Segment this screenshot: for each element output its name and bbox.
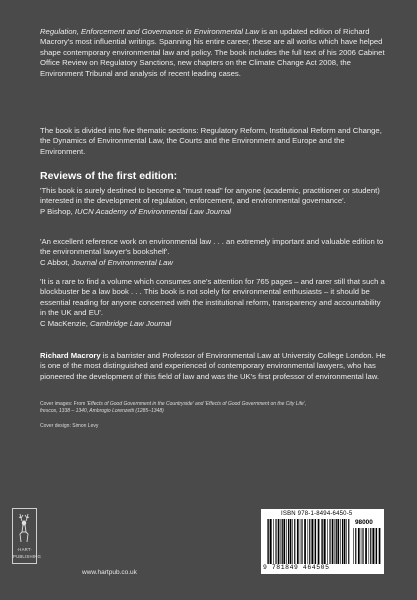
barcode-bar [288,519,289,564]
barcode-bar [282,519,283,564]
barcode-bar [309,519,310,564]
review-quote: 'This book is surely destined to become a "must read" for anyone (academic, practitioner or student) interested in the development of regulation, enforcement, and environmental governance'. [40,186,380,206]
barcode-bar [344,519,346,564]
barcode-bar [369,528,370,564]
barcode-bar [358,528,360,564]
barcode-bar [370,528,371,564]
addon-barcode-bars [353,528,383,564]
barcode-bar [286,519,287,564]
barcode-bar [376,528,377,564]
barcode-bar [314,519,315,564]
barcode-bar [290,519,292,564]
logo-word-top: ·HART· [16,547,33,552]
barcode-bar [372,528,374,564]
review-item [40,237,388,268]
barcode-bar [327,519,328,564]
logo-word-bottom: PUBLISHING [13,554,42,559]
barcode-bar [342,519,343,564]
barcode-bar [321,519,322,564]
barcode-bar [300,519,301,564]
barcode-bar [301,519,302,564]
review-quote: 'An excellent reference work on environmental law . . . an extremely important and valuable edition to the environmental lawyer's bookshelf'. [40,237,384,257]
review-source: Cambridge Law Journal [90,318,172,328]
reviews-heading: Reviews of the first edition: [40,170,178,182]
barcode-bar [346,519,347,564]
publisher-url: www.hartpub.co.uk [82,569,137,576]
book-title: Regulation, Enforcement and Governance in Environmental Law [40,27,260,36]
barcode-bar [337,519,339,564]
barcode-bar [278,519,280,564]
review-attribution [40,258,388,268]
barcode-bar [292,519,293,564]
cover-credit-prefix: Cover images: From [40,401,87,407]
barcode-bar [365,528,367,564]
barcode-bar [268,519,269,564]
barcode-bar [348,519,349,564]
review-quote: 'It is a rare to find a volume which consumes one's attention for 765 pages – and rarer still that such a blockbuster be a law book . . . This book is not solely for environmental enthusiasts – it should be essential reading for anyone concerned with the institutional reform, transparency and accountability in the UK and EU'. [40,277,385,318]
barcode-bar [294,519,295,564]
barcode-bar [315,519,316,564]
barcode-bar [375,528,376,564]
barcode-bar [270,519,272,564]
barcode-bar [318,519,320,564]
author-bio-text: is a barrister and Professor of Environmental Law at University College London. He is one of the most distinguished and experienced of contemporary environmental lawyers, who has pioneered the development of this field of law and was the UK's first professor of environmental law. [40,351,386,381]
review-item [40,186,388,217]
sections-text: The book is divided into five thematic sections: Regulatory Reform, Institutional Reform and Change, the Dynamics of Environmental Law, the Courts and the Environment and Europe and the Environment. [40,126,382,156]
barcode-bar [322,519,323,564]
barcode-bars [267,519,351,564]
barcode-bar [362,528,363,564]
barcode-bar [297,519,299,564]
barcode-bar [281,519,282,564]
barcode-bar [355,528,356,564]
barcode-bar [273,519,274,564]
review-item [40,277,388,329]
author-bio [40,351,388,382]
review-attribution [40,319,388,329]
review-author: C MacKenzie, [40,318,90,328]
barcode-digits: 9 781849 464505 [263,564,330,571]
author-name: Richard Macrory [40,351,101,360]
barcode-bar [379,528,381,564]
barcode-bar [332,519,334,564]
cover-credit-works: 'Effects of Good Government in the Countryside' and 'Effects of Good Government on the City Life', [86,401,307,407]
price-code: 98000 [355,519,373,526]
barcode-bar [361,528,362,564]
barcode-bar [311,519,313,564]
stag-icon [15,512,34,544]
barcode-bar [336,519,337,564]
barcode-bar [329,519,330,564]
barcode-bar [308,519,309,564]
cover-design-credit: Cover design: Simon Levy [40,422,99,429]
isbn-text: ISBN 978-1-8494-6450-5 [281,511,353,517]
barcode-bar [340,519,341,564]
sections-paragraph [40,126,388,157]
review-attribution [40,207,388,217]
cover-credit-rest: frescos, 1338 – 1340, Ambrogio Lorenzetti (1285–1348) [40,408,164,415]
cover-credits [40,401,385,430]
barcode-bar [267,519,268,564]
barcode-bar [283,519,285,564]
cover-images-credit [40,401,385,416]
publisher-logo [12,508,42,564]
barcode-bar [335,519,336,564]
review-author: C Abbot, [40,257,72,267]
barcode-bar [275,519,276,564]
barcode-bar [304,519,306,564]
intro-paragraph [40,27,388,79]
barcode-bar [324,519,326,564]
review-source: Journal of Environmental Law [71,257,173,267]
intro-text: is an updated edition of Richard Macrory's most influential writings. Spanning his entire career, these are all works which have helped shape contemporary environmental law and policy. The book includes the full text of his 2006 Cabinet Office Review on Regulatory Sanctions, new chapters on the Climate Change Act 2008, the Environment Tribunal and analysis of recent leading cases. [40,27,385,78]
barcode-bar [353,528,354,564]
review-author: P Bishop, [40,206,75,216]
isbn-barcode [261,509,384,574]
review-source: IUCN Academy of Environmental Law Journal [74,206,232,216]
